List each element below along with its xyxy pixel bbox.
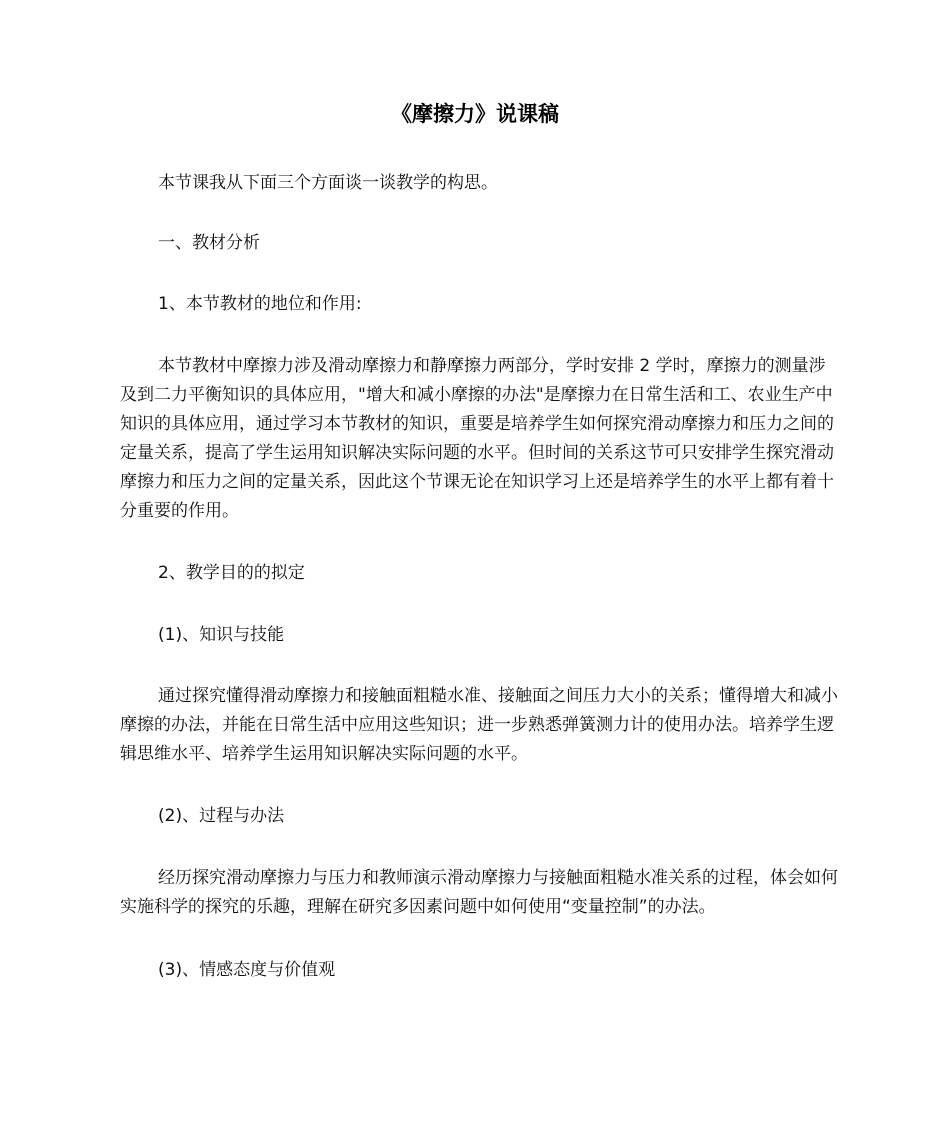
document-title: 《摩擦力》说课稿	[391, 102, 559, 126]
heading-teaching-objectives: 2、教学目的的拟定	[158, 563, 305, 583]
paragraph-intro: 本节课我从下面三个方面谈一谈教学的构思。	[158, 173, 498, 193]
paragraph-process-and-method: 经历探究滑动摩擦力与压力和教师演示滑动摩擦力与接触面粗糙水准关系的过程，体会如何实施科学的探究的乐趣，理解在研究多因素问题中如何使用“变量控制”的办法。	[120, 868, 838, 917]
heading-knowledge-and-skills: (1)、知识与技能	[158, 625, 285, 645]
heading-textbook-analysis: 一、教材分析	[158, 233, 260, 253]
heading-emotion-attitude-values: (3)、情感态度与价值观	[158, 960, 336, 980]
heading-process-and-method: (2)、过程与办法	[158, 806, 285, 826]
heading-status-and-role: 1、本节教材的地位和作用:	[158, 294, 362, 314]
paragraph-knowledge-and-skills: 通过探究懂得滑动摩擦力和接触面粗糙水准、接触面之间压力大小的关系；懂得增大和减小摩擦的办法，并能在日常生活中应用这些知识；进一步熟悉弹簧测力计的使用办法。培养学生逻辑思维水平、培养学生运用知识解决实际问题的水平。	[120, 686, 838, 764]
paragraph-status-and-role: 本节教材中摩擦力涉及滑动摩擦力和静摩擦力两部分，学时安排 2 学时，摩擦力的测量涉及到二力平衡知识的具体应用，"增大和减小摩擦的办法"是摩擦力在日常生活和工、农业生产中知识的具体应用，通过学习本节教材的知识，重要是培养学生如何探究滑动摩擦力和压力之间的定量关系，提高了学生运用知识解决实际问题的水平。但时间的关系这节可只安排学生探究滑动摩擦力和压力之间的定量关系，因此这个节课无论在知识学习上还是培养学生的水平上都有着十分重要的作用。	[120, 356, 834, 521]
